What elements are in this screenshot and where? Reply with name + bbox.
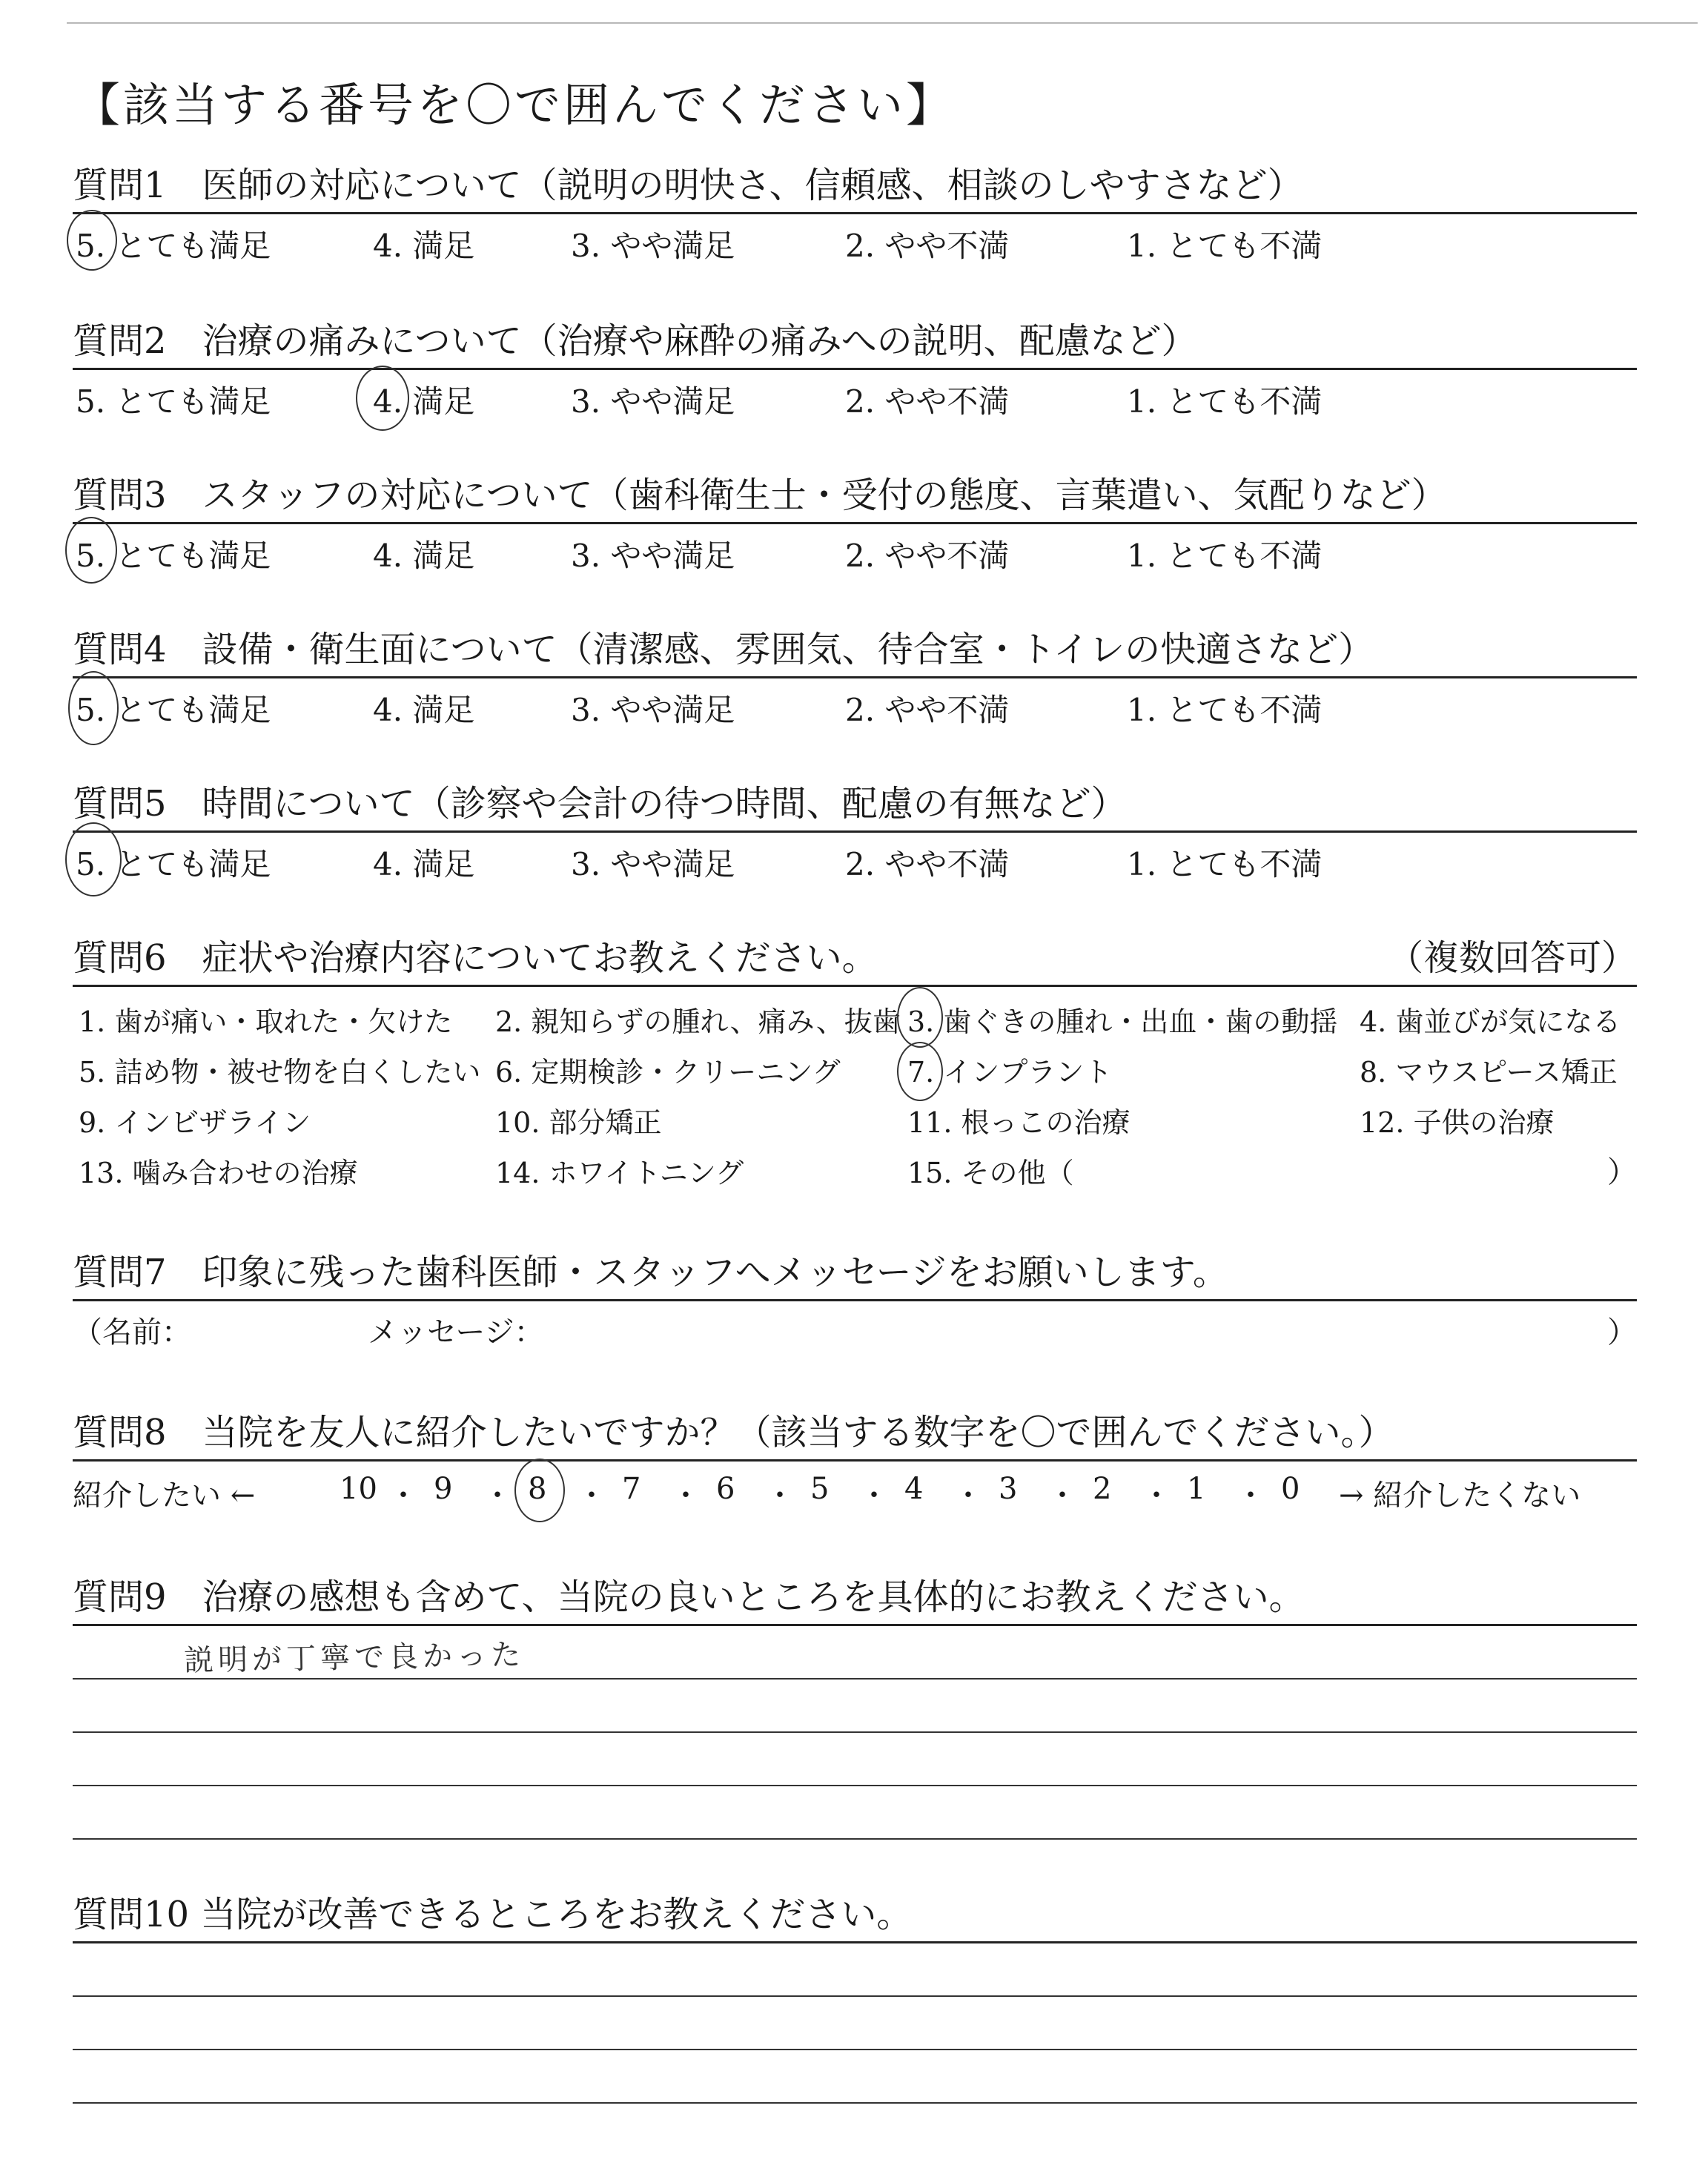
answer-line[interactable]: [73, 2049, 1637, 2102]
treatment-option-8[interactable]: 8. マウスピース矯正: [1360, 1056, 1618, 1089]
treatment-option-2[interactable]: 2. 親知らずの腫れ、痛み、抜歯: [495, 1005, 901, 1038]
treatment-option-1[interactable]: 1. 歯が痛い・取れた・欠けた: [79, 1005, 453, 1038]
question-9-title: 質問9 治療の感想も含めて、当院の良いところを具体的にお教えください。: [73, 1576, 1305, 1618]
treatment-option-6[interactable]: 6. 定期検診・クリーニング: [495, 1056, 841, 1089]
rating-option-3[interactable]: 3. やや満足: [571, 692, 735, 728]
rating-option-5[interactable]: 5. とても満足: [76, 846, 271, 882]
rating-option-2[interactable]: 2. やや不満: [845, 538, 1010, 574]
rating-option-1[interactable]: 1. とても不満: [1127, 846, 1323, 882]
scale-separator: ・: [1236, 1479, 1265, 1513]
scale-separator: ・: [859, 1479, 889, 1513]
rating-option-2[interactable]: 2. やや不満: [845, 692, 1010, 728]
other-close-paren: ）: [1607, 1155, 1637, 1189]
rating-option-5[interactable]: 5. とても満足: [76, 538, 271, 574]
rating-option-4[interactable]: 4. 満足: [373, 846, 475, 882]
recommend-scale: [73, 1462, 1637, 1513]
answer-line[interactable]: [73, 1838, 1637, 1892]
rating-option-4[interactable]: 4. 満足: [373, 538, 475, 574]
treatment-option-11[interactable]: 11. 根っこの治療: [907, 1106, 1131, 1139]
treatment-option-13[interactable]: 13. 噛み合わせの治療: [79, 1157, 358, 1189]
scale-right-label: → 紹介したくない: [1339, 1479, 1581, 1513]
question-1: [73, 163, 1637, 262]
scale-left-label: 紹介したい ←: [73, 1479, 256, 1513]
rating-option-1[interactable]: 1. とても不満: [1127, 383, 1323, 420]
question-1-title: 質問1 医師の対応について（説明の明快さ、信頼感、相談のしやすさなど）: [73, 165, 1303, 206]
scale-separator: ・: [765, 1479, 795, 1513]
question-10-title: 質問10 当院が改善できるところをお教えください。: [73, 1894, 913, 1935]
scale-value-7[interactable]: 7: [622, 1472, 641, 1506]
question-3-title: 質問3 スタッフの対応について（歯科衛生士・受付の態度、言葉遣い、気配りなど）: [73, 475, 1447, 516]
scale-value-1[interactable]: 1: [1187, 1472, 1206, 1506]
message-close-paren: ）: [1607, 1315, 1637, 1350]
treatment-option-12[interactable]: 12. 子供の治療: [1360, 1106, 1555, 1139]
rating-option-4[interactable]: 4. 満足: [373, 692, 475, 728]
name-label: （名前：: [73, 1315, 191, 1350]
rating-options: [73, 678, 1637, 726]
message-row: [73, 1301, 1637, 1350]
rating-option-1[interactable]: 1. とても不満: [1127, 692, 1323, 728]
treatment-option-5[interactable]: 5. 詰め物・被せ物を白くしたい: [79, 1056, 481, 1089]
question-5-title: 質問5 時間について（診察や会計の待つ時間、配慮の有無など）: [73, 783, 1127, 825]
rating-option-5[interactable]: 5. とても満足: [76, 383, 271, 420]
treatment-options: [73, 987, 1637, 1209]
rating-option-4[interactable]: 4. 満足: [373, 228, 475, 264]
rating-option-3[interactable]: 3. やや満足: [571, 383, 735, 420]
multiple-answers-note: （複数回答可）: [1387, 937, 1637, 979]
rating-option-1[interactable]: 1. とても不満: [1127, 538, 1323, 574]
question-3: [73, 473, 1637, 572]
handwritten-answer: 説明が丁寧で良かった: [183, 1637, 526, 1679]
answer-line[interactable]: [73, 1678, 1637, 1731]
rating-option-3[interactable]: 3. やや満足: [571, 538, 735, 574]
rating-options: [73, 370, 1637, 420]
scale-value-8[interactable]: 8: [528, 1472, 547, 1506]
rating-options: [73, 214, 1637, 262]
scale-value-4[interactable]: 4: [904, 1472, 924, 1506]
rating-option-1[interactable]: 1. とても不満: [1127, 228, 1323, 264]
question-4: [73, 627, 1637, 726]
rating-option-2[interactable]: 2. やや不満: [845, 228, 1010, 264]
rating-option-3[interactable]: 3. やや満足: [571, 846, 735, 882]
treatment-option-7[interactable]: 7. インプラント: [907, 1056, 1113, 1089]
scale-value-2[interactable]: 2: [1093, 1472, 1112, 1506]
rating-option-5[interactable]: 5. とても満足: [76, 228, 271, 264]
scale-separator: ・: [671, 1479, 701, 1513]
scale-value-0[interactable]: 0: [1281, 1472, 1300, 1506]
answer-line[interactable]: [73, 1995, 1637, 2049]
question-2: [73, 319, 1637, 420]
scale-separator: ・: [388, 1479, 418, 1513]
treatment-option-10[interactable]: 10. 部分矯正: [495, 1106, 662, 1139]
scale-value-5[interactable]: 5: [810, 1472, 830, 1506]
question-5: [73, 782, 1637, 880]
message-label: メッセージ：: [368, 1315, 544, 1350]
question-10: [73, 1892, 1637, 2156]
treatment-option-3[interactable]: 3. 歯ぐきの腫れ・出血・歯の動揺: [907, 1005, 1338, 1038]
question-6-title: 質問6 症状や治療内容についてお教えください。: [73, 937, 878, 979]
question-6-title-row: [73, 936, 1637, 980]
scale-value-3[interactable]: 3: [999, 1472, 1018, 1506]
question-6: [73, 936, 1637, 1209]
treatment-option-4[interactable]: 4. 歯並びが気になる: [1360, 1005, 1621, 1038]
question-7: [73, 1250, 1637, 1350]
answer-line[interactable]: [73, 1785, 1637, 1838]
treatment-option-15[interactable]: 15. その他（: [907, 1157, 1074, 1189]
rating-option-2[interactable]: 2. やや不満: [845, 383, 1010, 420]
treatment-option-14[interactable]: 14. ホワイトニング: [495, 1157, 744, 1189]
treatment-option-9[interactable]: 9. インビザライン: [79, 1106, 311, 1139]
scale-value-9[interactable]: 9: [434, 1472, 453, 1506]
rating-option-4[interactable]: 4. 満足: [373, 383, 475, 420]
form-heading: 【該当する番号を〇で囲んでください】: [74, 78, 956, 132]
top-rule: [67, 22, 1698, 24]
question-8: [73, 1410, 1637, 1513]
scale-separator: ・: [953, 1479, 983, 1513]
scale-value-6[interactable]: 6: [716, 1472, 735, 1506]
question-9: [73, 1575, 1637, 1892]
answer-line[interactable]: [73, 2102, 1637, 2156]
rating-options: [73, 524, 1637, 572]
scale-separator: ・: [1142, 1479, 1171, 1513]
scale-separator: ・: [1047, 1479, 1077, 1513]
question-8-title: 質問8 当院を友人に紹介したいですか？（該当する数字を〇で囲んでください。）: [73, 1412, 1394, 1453]
question-7-title: 質問7 印象に残った歯科医師・スタッフへメッセージをお願いします。: [73, 1252, 1228, 1293]
question-4-title: 質問4 設備・衛生面について（清潔感、雰囲気、待合室・トイレの快適さなど）: [73, 629, 1374, 670]
scale-separator: ・: [577, 1479, 606, 1513]
answer-line[interactable]: [73, 1943, 1637, 1995]
rating-options: [73, 833, 1637, 880]
rating-option-5[interactable]: 5. とても満足: [76, 692, 271, 728]
scale-value-10[interactable]: 10: [340, 1472, 377, 1506]
scale-separator: ・: [483, 1479, 512, 1513]
rating-option-2[interactable]: 2. やや不満: [845, 846, 1010, 882]
question-2-title: 質問2 治療の痛みについて（治療や麻酔の痛みへの説明、配慮など）: [73, 320, 1197, 362]
answer-line[interactable]: [73, 1731, 1637, 1785]
rating-option-3[interactable]: 3. やや満足: [571, 228, 735, 264]
